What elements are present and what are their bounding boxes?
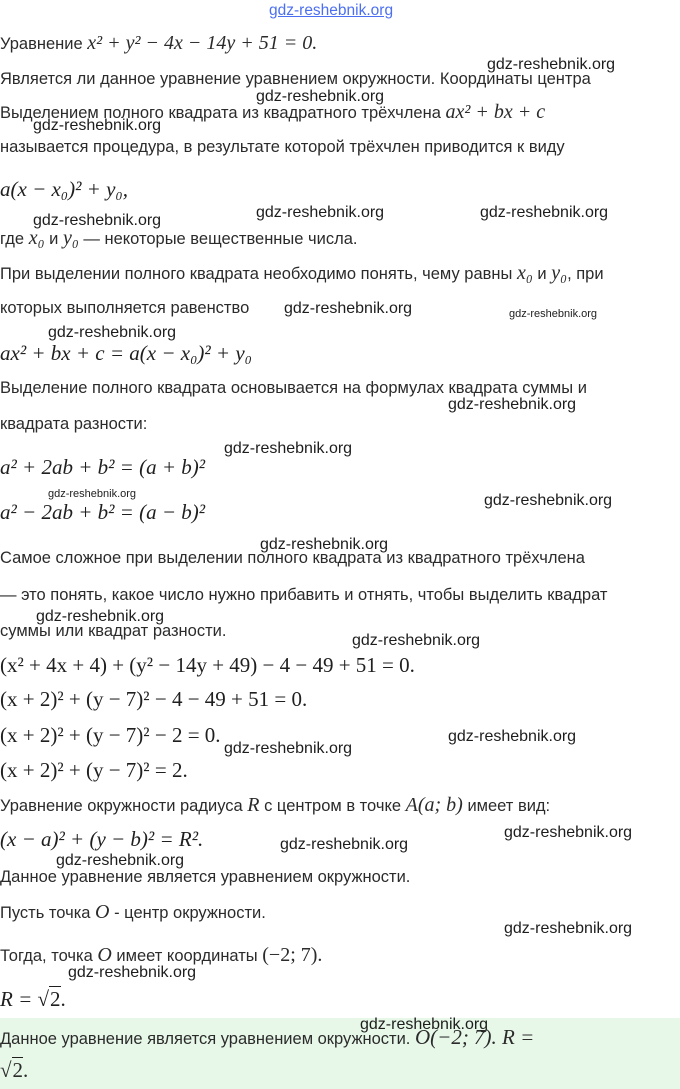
text-line: которых выполняется равенство	[0, 299, 250, 317]
text-line: Выделение полного квадрата основывается на формулах квадрата суммы и	[0, 379, 587, 397]
text-span: Выделением полного квадрата из квадратного трёхчлена	[0, 104, 441, 122]
watermark: gdz-reshebnik.org	[36, 608, 165, 625]
text-line: называется процедура, в результате которой трёхчлен приводится к виду	[0, 138, 565, 156]
watermark: gdz-reshebnik.org	[352, 632, 481, 649]
sqrt-sign: √	[0, 1058, 12, 1082]
watermark: gdz-reshebnik.org	[360, 1016, 489, 1033]
watermark: gdz-reshebnik.org	[260, 536, 389, 553]
text-line	[0, 901, 266, 924]
punctuation: .	[60, 987, 66, 1011]
text-line	[0, 227, 358, 250]
square-of-sum-formula: a² + 2ab + b² = (a + b)²	[0, 455, 206, 479]
watermark: gdz-reshebnik.org	[224, 440, 353, 457]
text-line: суммы или квадрат разности.	[0, 622, 227, 640]
text-span: , при	[567, 265, 604, 283]
watermark: gdz-reshebnik.org	[487, 56, 616, 73]
given-equation: x² + y² − 4x − 14y + 51 = 0.	[87, 32, 318, 54]
answer-radius	[0, 1058, 28, 1083]
sqrt-sign: √	[37, 987, 50, 1011]
text-line: Самое сложное при выделении полного квадрата из квадратного трёхчлена	[0, 549, 585, 567]
text-line	[0, 794, 550, 817]
trinomial-formula: ax² + bx + c	[445, 101, 546, 123]
problem-statement	[0, 32, 317, 55]
center-symbol: O	[95, 901, 110, 923]
center-point: A(a; b)	[405, 794, 463, 816]
text-span: - центр окружности.	[114, 904, 266, 922]
text-line: Данное уравнение является уравнением окружности.	[0, 868, 411, 886]
watermark: gdz-reshebnik.org	[504, 824, 633, 841]
radius-symbol: R	[247, 794, 260, 816]
formula-line: a(x − x₀)² + y₀,	[0, 177, 128, 201]
x0-symbol: x₀	[516, 262, 533, 284]
watermark: gdz-reshebnik.org	[48, 488, 137, 500]
text-span: При выделении полного квадрата необходимо понять, чему равны	[0, 265, 513, 283]
watermark: gdz-reshebnik.org	[256, 204, 385, 221]
solution-step-1: (x² + 4x + 4) + (y² − 14y + 49) − 4 − 49 + 51 = 0.	[0, 653, 415, 677]
text-span: с центром в точке	[264, 797, 402, 815]
text-span: имеет вид:	[467, 797, 551, 815]
watermark: gdz-reshebnik.org	[448, 396, 577, 413]
text-line: квадрата разности:	[0, 415, 148, 433]
text-span: — некоторые вещественные числа.	[83, 230, 358, 248]
sqrt-value: 2	[50, 987, 61, 1011]
watermark: gdz-reshebnik.org	[509, 308, 598, 320]
text-span: имеет координаты	[116, 947, 258, 965]
watermark: gdz-reshebnik.org	[480, 204, 609, 221]
text-line: — это понять, какое число нужно прибавить и отнять, чтобы выделить квадрат	[0, 586, 608, 604]
center-coordinates: (−2; 7).	[262, 944, 323, 966]
circle-equation: (x − a)² + (y − b)² = R².	[0, 827, 204, 851]
problem-label: Уравнение	[0, 35, 83, 53]
radius-label: R =	[0, 987, 38, 1011]
answer-block	[0, 1018, 680, 1089]
text-span: и	[537, 265, 547, 283]
text-span: где	[0, 230, 25, 248]
watermark: gdz-reshebnik.org	[33, 117, 162, 134]
text-span: и	[49, 230, 59, 248]
punctuation: .	[23, 1058, 29, 1082]
question-line: Является ли данное уравнение уравнением окружности. Координаты центра	[0, 70, 591, 88]
radius-value	[0, 986, 66, 1012]
y0-symbol: y₀	[62, 227, 79, 249]
solution-step-2: (x + 2)² + (y − 7)² − 4 − 49 + 51 = 0.	[0, 687, 308, 711]
watermark: gdz-reshebnik.org	[448, 728, 577, 745]
formula-line: ax² + bx + c = a(x − x₀)² + y₀	[0, 341, 252, 365]
x0-symbol: x₀	[28, 227, 45, 249]
text-span: Уравнение окружности радиуса	[0, 797, 243, 815]
answer-math: O(−2; 7). R =	[414, 1025, 535, 1049]
solution-step-3: (x + 2)² + (y − 7)² − 2 = 0.	[0, 723, 221, 747]
watermark: gdz-reshebnik.org	[256, 88, 385, 105]
text-span: Пусть точка	[0, 904, 91, 922]
solution-step-4: (x + 2)² + (y − 7)² = 2.	[0, 758, 188, 782]
watermark: gdz-reshebnik.org	[484, 492, 613, 509]
watermark: gdz-reshebnik.org	[33, 212, 162, 229]
watermark: gdz-reshebnik.org	[68, 964, 197, 981]
watermark: gdz-reshebnik.org	[48, 324, 177, 341]
square-of-difference-formula: a² − 2ab + b² = (a − b)²	[0, 500, 206, 524]
answer-text: Данное уравнение является уравнением окружности.	[0, 1030, 411, 1048]
watermark: gdz-reshebnik.org	[504, 920, 633, 937]
watermark: gdz-reshebnik.org	[224, 740, 353, 757]
sqrt-value: 2	[12, 1058, 24, 1082]
center-symbol: O	[97, 944, 112, 966]
watermark: gdz-reshebnik.org	[280, 836, 409, 853]
watermark: gdz-reshebnik.org	[56, 852, 185, 869]
text-line	[0, 262, 604, 285]
watermark: gdz-reshebnik.org	[284, 300, 413, 317]
header-watermark-link[interactable]: gdz-reshebnik.org	[269, 2, 394, 19]
text-span: Тогда, точка	[0, 947, 93, 965]
y0-symbol: y₀	[551, 262, 568, 284]
